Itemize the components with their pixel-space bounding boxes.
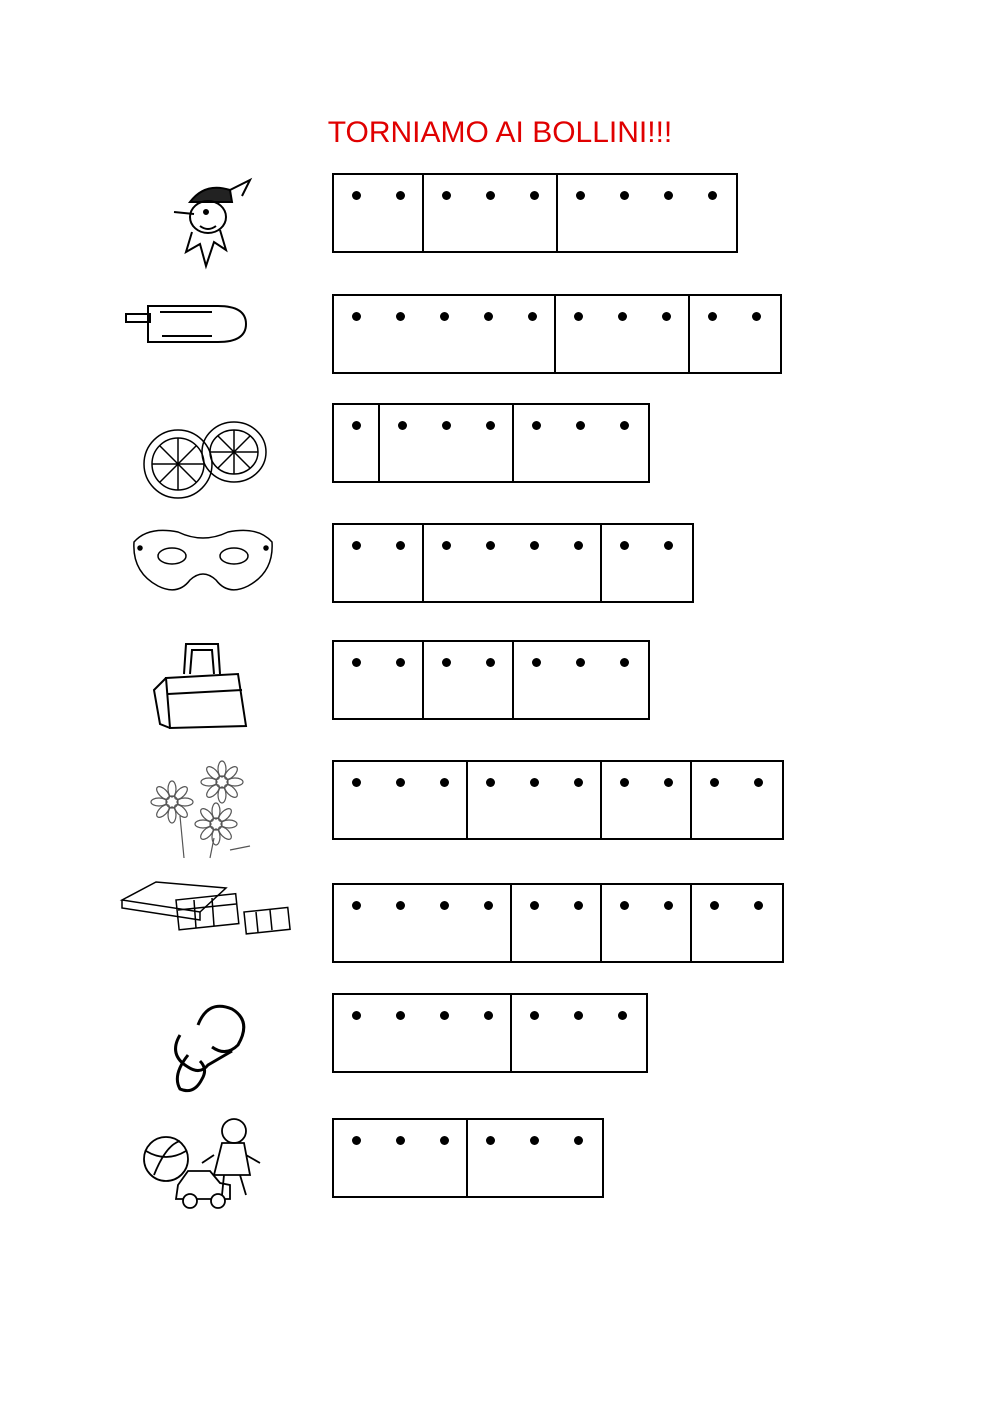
letter-dot — [574, 312, 583, 321]
letter-dot — [620, 901, 629, 910]
letter-dot — [442, 191, 451, 200]
syllable-box[interactable] — [692, 762, 782, 838]
letter-dot — [484, 312, 493, 321]
bag-icon — [146, 638, 256, 738]
letter-dot — [664, 541, 673, 550]
syllable-box[interactable] — [334, 175, 424, 251]
letter-dot — [396, 312, 405, 321]
syllable-box[interactable] — [512, 995, 646, 1071]
letter-dot — [352, 778, 361, 787]
letter-dot — [352, 1136, 361, 1145]
letter-dot — [530, 191, 539, 200]
syllable-box[interactable] — [690, 296, 780, 372]
page-title: TORNIAMO AI BOLLINI!!! — [327, 116, 673, 149]
letter-dot — [398, 421, 407, 430]
syllable-box[interactable] — [512, 885, 602, 961]
letter-dot — [396, 1136, 405, 1145]
letter-dot — [484, 1011, 493, 1020]
letter-dot — [352, 901, 361, 910]
syllable-box[interactable] — [380, 405, 514, 481]
letter-dot — [440, 1136, 449, 1145]
letter-dot — [486, 658, 495, 667]
letter-dot — [486, 1136, 495, 1145]
letter-dot — [664, 778, 673, 787]
daisies-icon — [140, 760, 260, 865]
toys-icon — [140, 1115, 270, 1220]
letter-dot — [754, 778, 763, 787]
letter-dot — [620, 421, 629, 430]
letter-dot — [620, 778, 629, 787]
syllable-box[interactable] — [334, 296, 556, 372]
letter-dot — [530, 778, 539, 787]
syllable-boxes — [332, 640, 650, 720]
letter-dot — [752, 312, 761, 321]
syllable-boxes — [332, 173, 738, 253]
chocolate-icon — [116, 878, 296, 953]
popsicle-icon — [122, 298, 252, 353]
letter-dot — [396, 1011, 405, 1020]
letter-dot — [440, 778, 449, 787]
letter-dot — [530, 541, 539, 550]
letter-dot — [440, 312, 449, 321]
letter-dot — [618, 1011, 627, 1020]
letter-dot — [664, 191, 673, 200]
letter-dot — [576, 191, 585, 200]
letter-dot — [396, 778, 405, 787]
letter-dot — [576, 421, 585, 430]
syllable-box[interactable] — [558, 175, 736, 251]
letter-dot — [754, 901, 763, 910]
letter-dot — [486, 541, 495, 550]
pinocchio-icon — [150, 172, 260, 277]
syllable-box[interactable] — [468, 1120, 602, 1196]
letter-dot — [440, 901, 449, 910]
letter-dot — [396, 541, 405, 550]
letter-dot — [530, 1011, 539, 1020]
syllable-box[interactable] — [602, 525, 692, 601]
syllable-box[interactable] — [692, 885, 782, 961]
syllable-boxes — [332, 523, 694, 603]
syllable-box[interactable] — [556, 296, 690, 372]
letter-dot — [574, 1136, 583, 1145]
letter-dot — [618, 312, 627, 321]
letter-dot — [530, 1136, 539, 1145]
syllable-boxes — [332, 403, 650, 483]
letter-dot — [352, 421, 361, 430]
syllable-box[interactable] — [334, 642, 424, 718]
letter-dot — [486, 191, 495, 200]
letter-dot — [486, 421, 495, 430]
syllable-box[interactable] — [424, 525, 602, 601]
letter-dot — [574, 901, 583, 910]
letter-dot — [484, 901, 493, 910]
letter-dot — [442, 421, 451, 430]
syllable-box[interactable] — [602, 885, 692, 961]
syllable-box[interactable] — [514, 642, 648, 718]
syllable-box[interactable] — [334, 762, 468, 838]
letter-dot — [574, 778, 583, 787]
letter-dot — [708, 312, 717, 321]
syllable-box[interactable] — [424, 642, 514, 718]
syllable-box[interactable] — [334, 995, 512, 1071]
letter-dot — [396, 191, 405, 200]
letter-dot — [352, 191, 361, 200]
letter-dot — [532, 421, 541, 430]
letter-dot — [440, 1011, 449, 1020]
letter-dot — [574, 541, 583, 550]
letter-dot — [528, 312, 537, 321]
letter-dot — [576, 658, 585, 667]
syllable-boxes — [332, 1118, 604, 1198]
letter-dot — [620, 658, 629, 667]
syllable-box[interactable] — [424, 175, 558, 251]
letter-dot — [662, 312, 671, 321]
orange-slices-icon — [136, 412, 276, 507]
letter-dot — [352, 312, 361, 321]
letter-dot — [352, 541, 361, 550]
syllable-box[interactable] — [334, 1120, 468, 1196]
syllable-box[interactable] — [468, 762, 602, 838]
letter-dot — [486, 778, 495, 787]
letter-dot — [710, 778, 719, 787]
mask-icon — [128, 522, 278, 607]
syllable-boxes — [332, 760, 784, 840]
letter-dot — [574, 1011, 583, 1020]
syllable-box[interactable] — [334, 405, 380, 481]
letter-dot — [396, 901, 405, 910]
letter-dot — [530, 901, 539, 910]
letter-dot — [352, 1011, 361, 1020]
letter-dot — [708, 191, 717, 200]
syllable-box[interactable] — [602, 762, 692, 838]
letter-dot — [620, 541, 629, 550]
letter-dot — [396, 658, 405, 667]
letter-dot — [442, 541, 451, 550]
syllable-box[interactable] — [334, 525, 424, 601]
syllable-box[interactable] — [514, 405, 648, 481]
letter-dot — [442, 658, 451, 667]
pacifier-icon — [158, 995, 258, 1100]
syllable-boxes — [332, 883, 784, 963]
syllable-boxes — [332, 993, 648, 1073]
letter-dot — [710, 901, 719, 910]
syllable-boxes — [332, 294, 782, 374]
letter-dot — [620, 191, 629, 200]
syllable-box[interactable] — [334, 885, 512, 961]
letter-dot — [532, 658, 541, 667]
letter-dot — [664, 901, 673, 910]
letter-dot — [352, 658, 361, 667]
